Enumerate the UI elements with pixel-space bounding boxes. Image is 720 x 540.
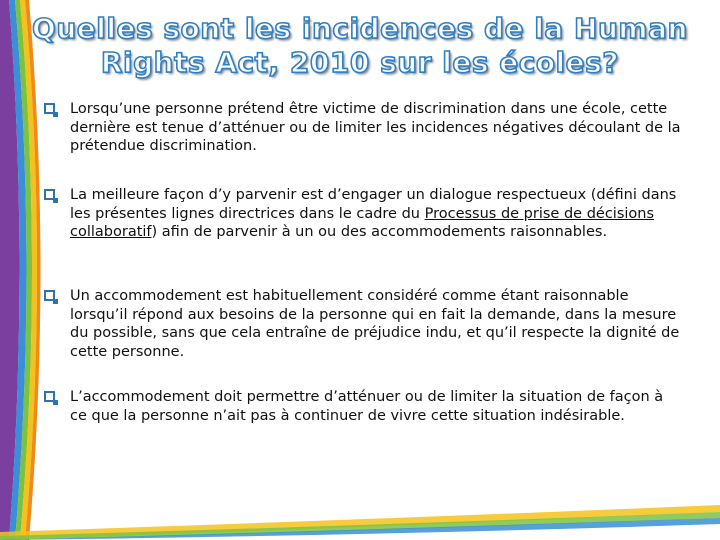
checkbox-bullet-icon (44, 189, 55, 200)
checkbox-bullet-icon (44, 391, 55, 402)
bullet-text: Un accommodement est habituellement considéré comme étant raisonnable lorsqu’il répond aux besoins de la personne qui en fait la demande, dans la mesure du possible, sans que cela entraîne de préjudice indu, et qu’il respecte la dignité de cette personne. (70, 288, 680, 360)
bullet-text: Lorsqu’une personne prétend être victime de discrimination dans une école, cette dernière est tenue d’atténuer ou de limiter les incidences négatives découlant de la prétendue discrimination. (70, 101, 681, 154)
bullet-item (44, 100, 684, 156)
bullet-text-after: ) afin de parvenir à un ou des accommodements raisonnables. (151, 224, 608, 240)
bullet-item (44, 388, 684, 425)
left-color-ribbons (0, 0, 41, 540)
bullet-item (44, 186, 684, 242)
bullet-text: L’accommodement doit permettre d’atténuer ou de limiter la situation de façon à ce que la personne n’ait pas à continuer de vivre cette situation indésirable. (70, 389, 664, 424)
bullet-text-before: La meilleure façon d’y parvenir est d’engager un dialogue respectueux (défini dans les présentes lignes directrices dans le cadre du (70, 187, 677, 222)
checkbox-bullet-icon (44, 103, 55, 114)
bottom-color-ribbons (0, 505, 720, 540)
process-link[interactable]: Processus de prise de décisions collaboratif (70, 205, 655, 240)
bullet-item (44, 287, 684, 361)
checkbox-bullet-icon (44, 290, 55, 301)
slide-title: Quelles sont les incidences de la Human Rights Act, 2010 sur les écoles? (32, 12, 688, 79)
bullet-text (70, 186, 684, 242)
